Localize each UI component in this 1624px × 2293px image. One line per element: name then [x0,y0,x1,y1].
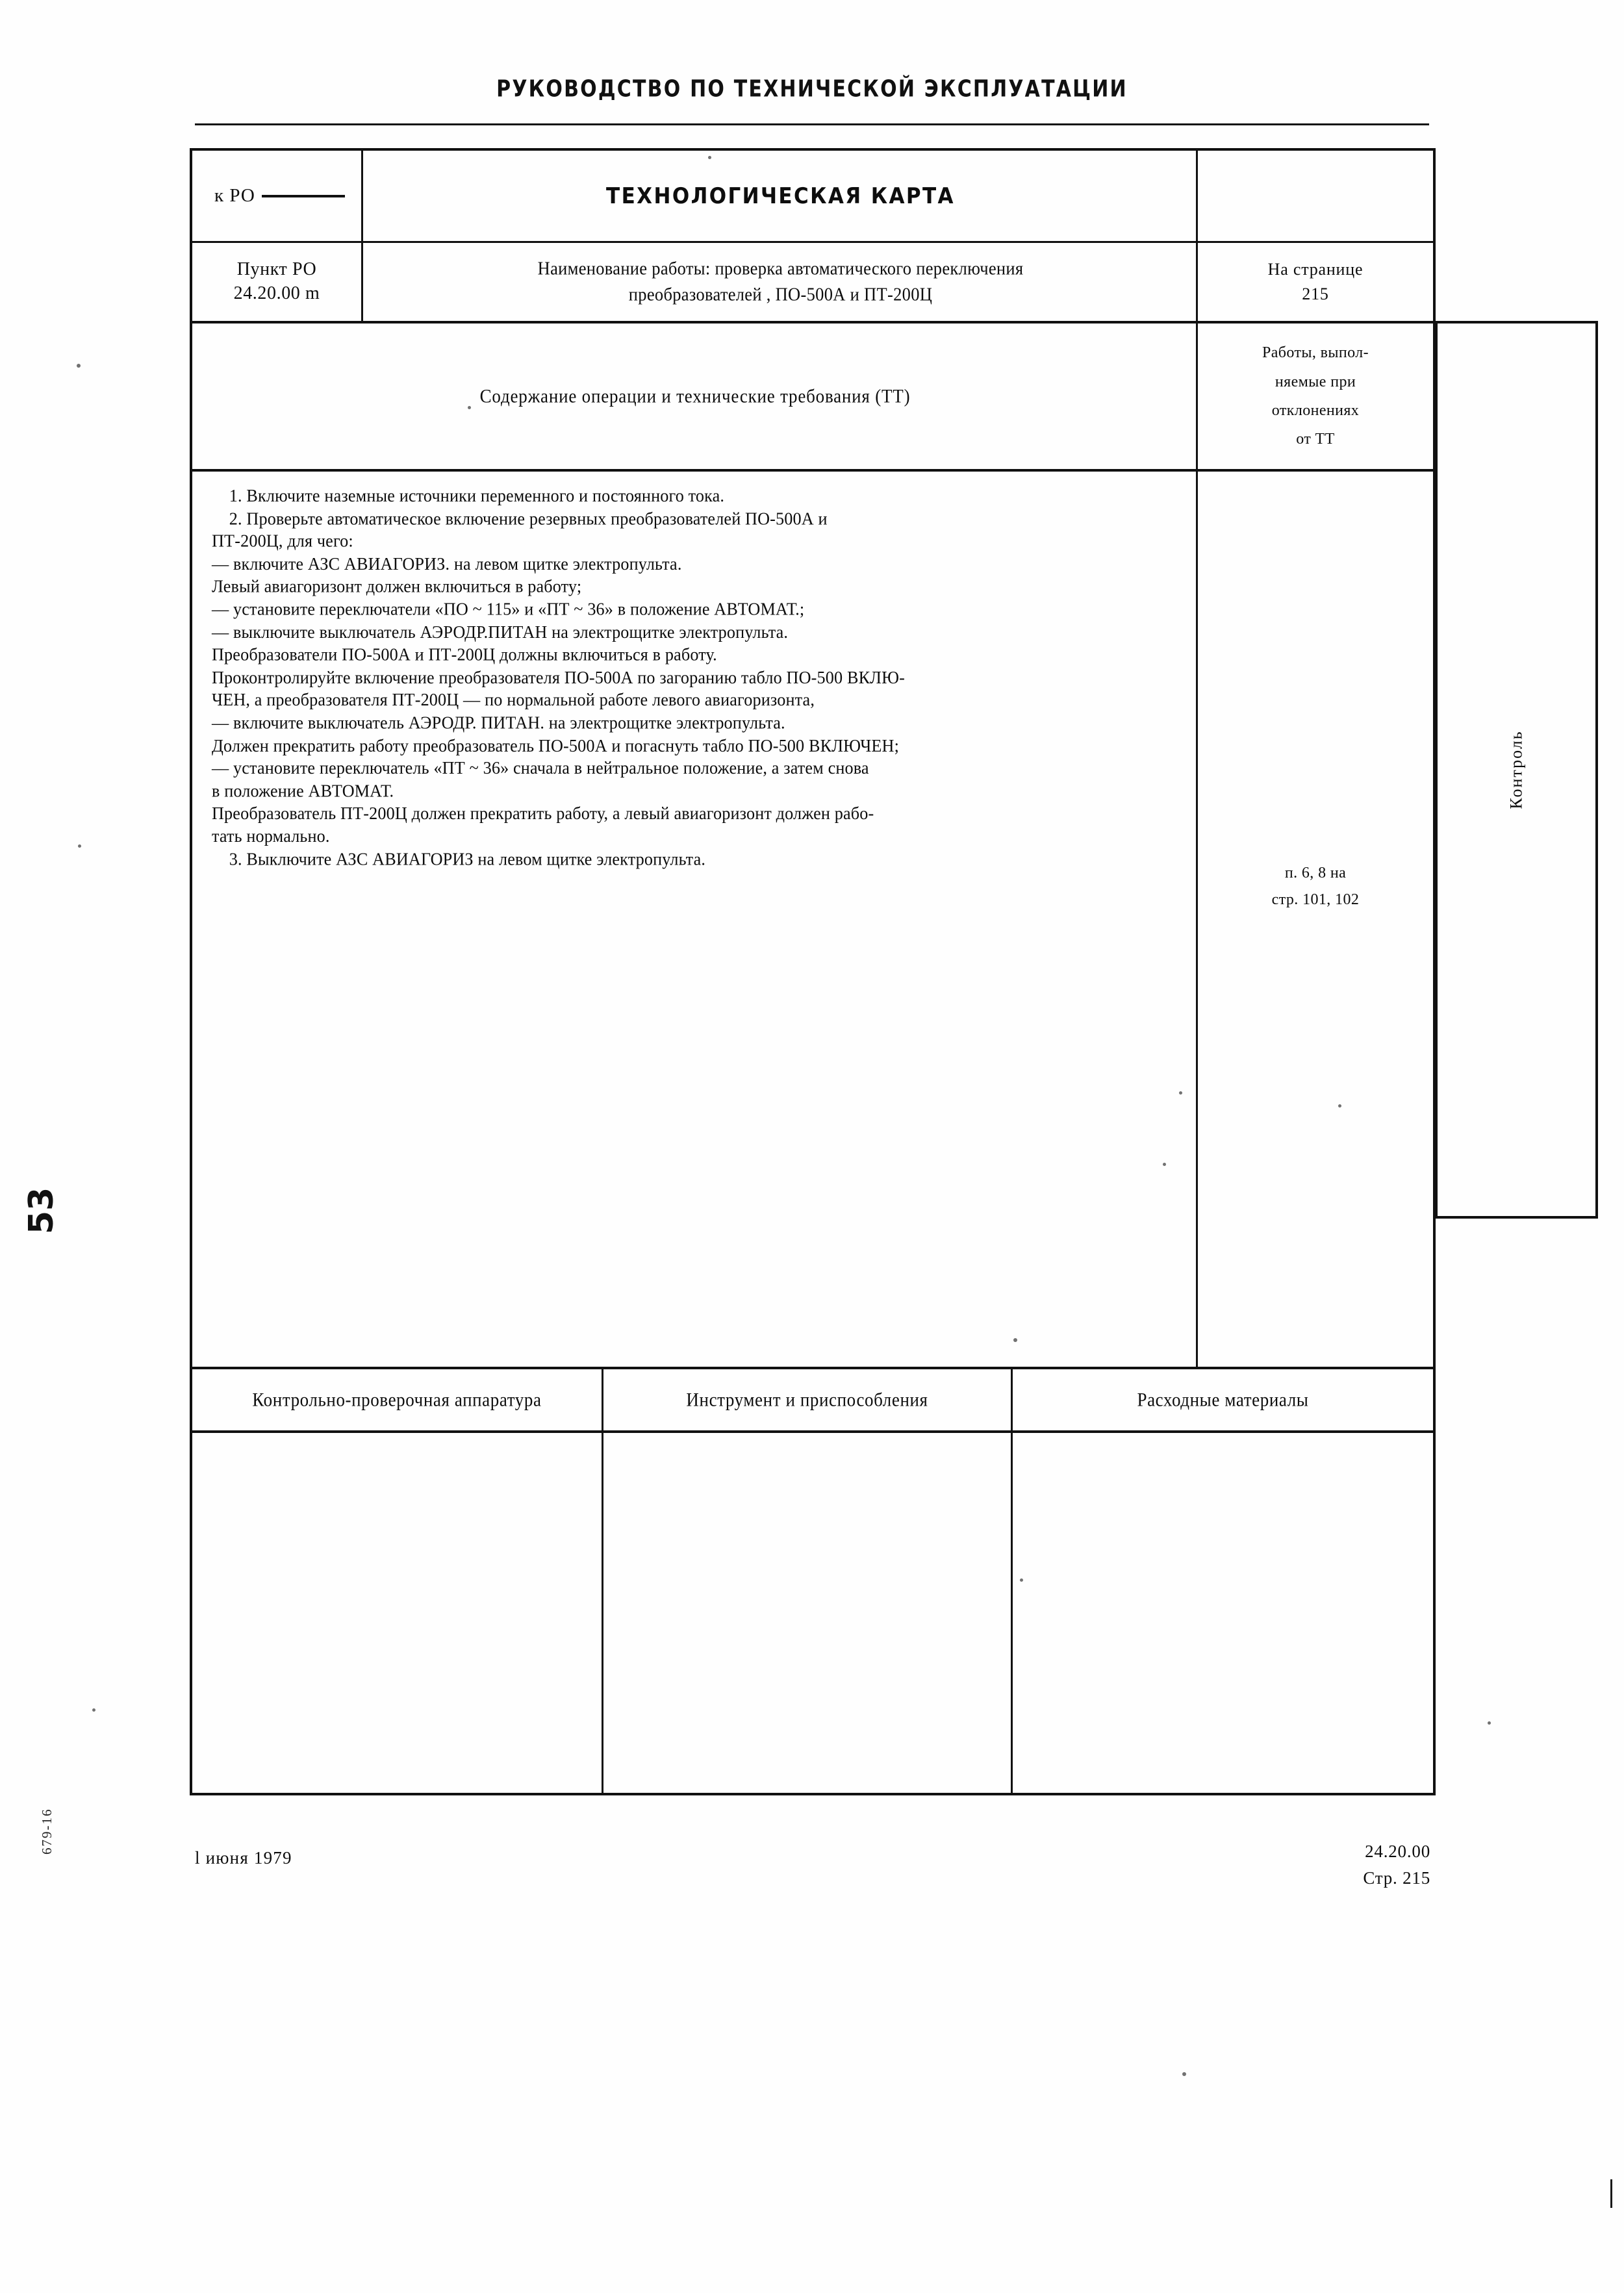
deviation-header-line-4: от ТТ [1296,431,1335,448]
scan-speck [468,406,471,409]
scan-speck [1488,1721,1491,1725]
operation-line: Проконтролируйте включение преобразователя ПО-500А по загоранию табло ПО-500 ВКЛЮ- [212,667,906,687]
lower-cell-materials[interactable] [1013,1433,1433,1795]
operation-line: Должен прекратить работу преобразователь ПО-500А и погаснуть табло ПО-500 ВКЛЮЧЕН; [212,735,900,755]
operation-content-cell [192,472,1198,1367]
punkt-cell [192,243,361,321]
scan-speck [708,156,711,159]
lower-header-cell-3 [1013,1369,1433,1430]
operation-line: — установите переключатели «ПО ~ 115» и «ПТ ~ 36» в положение АВТОМАТ.; [212,599,805,619]
deviation-header-line-2: няемые при [1275,373,1356,390]
page-ref-cell [1198,243,1433,321]
page-ref-block [1268,257,1364,306]
operation-line: в положение АВТОМАТ. [212,781,394,801]
footer-page-number: Стр. 215 [1363,1868,1430,1888]
control-column-header: Контроль [1506,730,1526,809]
deviation-header-block [1262,338,1369,454]
deviation-header-cell [1198,323,1433,469]
page-ref-value: 215 [1302,285,1329,303]
operation-line: — включите АЗС АВИАГОРИЗ. на левом щитке электропульта. [212,553,682,574]
deviation-note-line-1: п. 6, 8 на [1284,865,1347,881]
lower-table-header-row [192,1369,1433,1433]
deviation-note-line-2: стр. 101, 102 [1271,891,1360,908]
punkt-label: Пункт РО [236,259,317,280]
margin-vertical-code: 679-16 [39,1808,55,1855]
deviation-content-cell [1198,472,1433,1367]
scan-speck [92,1708,95,1712]
scan-speck [1013,1338,1017,1342]
operation-line: — установите переключатель «ПТ ~ 36» сначала в нейтральное положение, а затем снова [212,758,869,778]
header-rule [195,123,1429,125]
card-row-work-name [192,243,1433,323]
content-column-header: Содержание операции и технические требования (ТТ) [479,385,911,407]
operation-line: 2. Проверьте автоматическое включение резервных преобразователей ПО-500А и [212,509,828,529]
work-name-line-1: Наименование работы: проверка автоматического переключения [537,258,1024,279]
lower-header-cell-2 [603,1369,1011,1430]
operation-line: 1. Включите наземные источники переменного и постоянного тока. [212,486,725,506]
work-name-line-2: преобразователей , ПО-500А и ПТ-200Ц [628,284,933,305]
card-row-column-headers [192,323,1433,472]
margin-hand-number: 53 [22,1187,61,1234]
operation-line: — выключите выключатель АЭРОДР.ПИТАН на электрощитке электропульта. [212,622,789,642]
content-header-cell [192,323,1198,469]
scan-speck [1182,2072,1186,2076]
lower-cell-apparatus[interactable] [192,1433,602,1795]
operation-line: Преобразователь ПТ-200Ц должен прекратить работу, а левый авиагоризонт должен рабо- [212,804,874,824]
scan-speck [1179,1091,1182,1095]
technology-card-table [190,148,1436,1795]
running-header: РУКОВОДСТВО ПО ТЕХНИЧЕСКОЙ ЭКСПЛУАТАЦИИ [496,75,1128,103]
ro-reference-cell [192,151,361,241]
footer-date: l июня 1979 [195,1848,292,1868]
card-title: ТЕХНОЛОГИЧЕСКАЯ КАРТА [606,183,955,209]
card-row-title [192,151,1433,243]
scan-speck [1163,1163,1166,1166]
footer-doc-block [1363,1838,1430,1891]
scan-speck [78,844,81,848]
work-name-cell [363,243,1198,321]
lower-header-apparatus: Контрольно-проверочная аппаратура [252,1389,542,1410]
punkt-block [234,258,320,306]
lower-header-tools: Инструмент и приспособления [686,1389,928,1410]
control-column-header-wrap [1438,323,1595,1216]
lower-cell-tools[interactable] [603,1433,1011,1795]
lower-header-cell-1 [192,1369,602,1430]
operation-line: Левый авиагоризонт должен включиться в работу; [212,576,582,596]
work-name-block [538,256,1024,308]
card-row-body [192,472,1433,1369]
punkt-value: 24.20.00 m [233,283,320,303]
operation-text [212,485,1180,870]
deviation-note [1198,860,1433,913]
operation-line: 3. Выключите АЗС АВИАГОРИЗ на левом щитке электропульта. [212,849,706,869]
footer-doc-number: 24.20.00 [1365,1842,1430,1861]
operation-line: — включите выключатель АЭРОДР. ПИТАН. на электрощитке электропульта. [212,713,785,733]
deviation-header-line-1: Работы, выпол- [1262,344,1369,362]
operation-line: ЧЕН, а преобразователя ПТ-200Ц — по нормальной работе левого авиагоризонта, [212,690,815,710]
ro-reference-rule [262,195,345,197]
page-ref-label: На странице [1267,260,1364,279]
operation-line: тать нормально. [212,826,330,846]
page-ref-cell-top [1198,151,1433,241]
scan-speck [1338,1104,1341,1108]
lower-table-body-row [192,1433,1433,1795]
ro-reference-label: к РО [214,185,255,206]
control-column [1436,321,1598,1219]
operation-line: Преобразователи ПО-500А и ПТ-200Ц должны включиться в работу. [212,644,717,665]
scan-speck [1020,1578,1023,1582]
lower-header-materials: Расходные материалы [1137,1389,1309,1410]
deviation-header-line-3: отклонениях [1271,402,1360,419]
card-title-cell [363,151,1198,241]
page-edge-tick [1610,2179,1612,2208]
operation-line: ПТ-200Ц, для чего: [212,531,353,551]
scan-speck [77,364,81,368]
